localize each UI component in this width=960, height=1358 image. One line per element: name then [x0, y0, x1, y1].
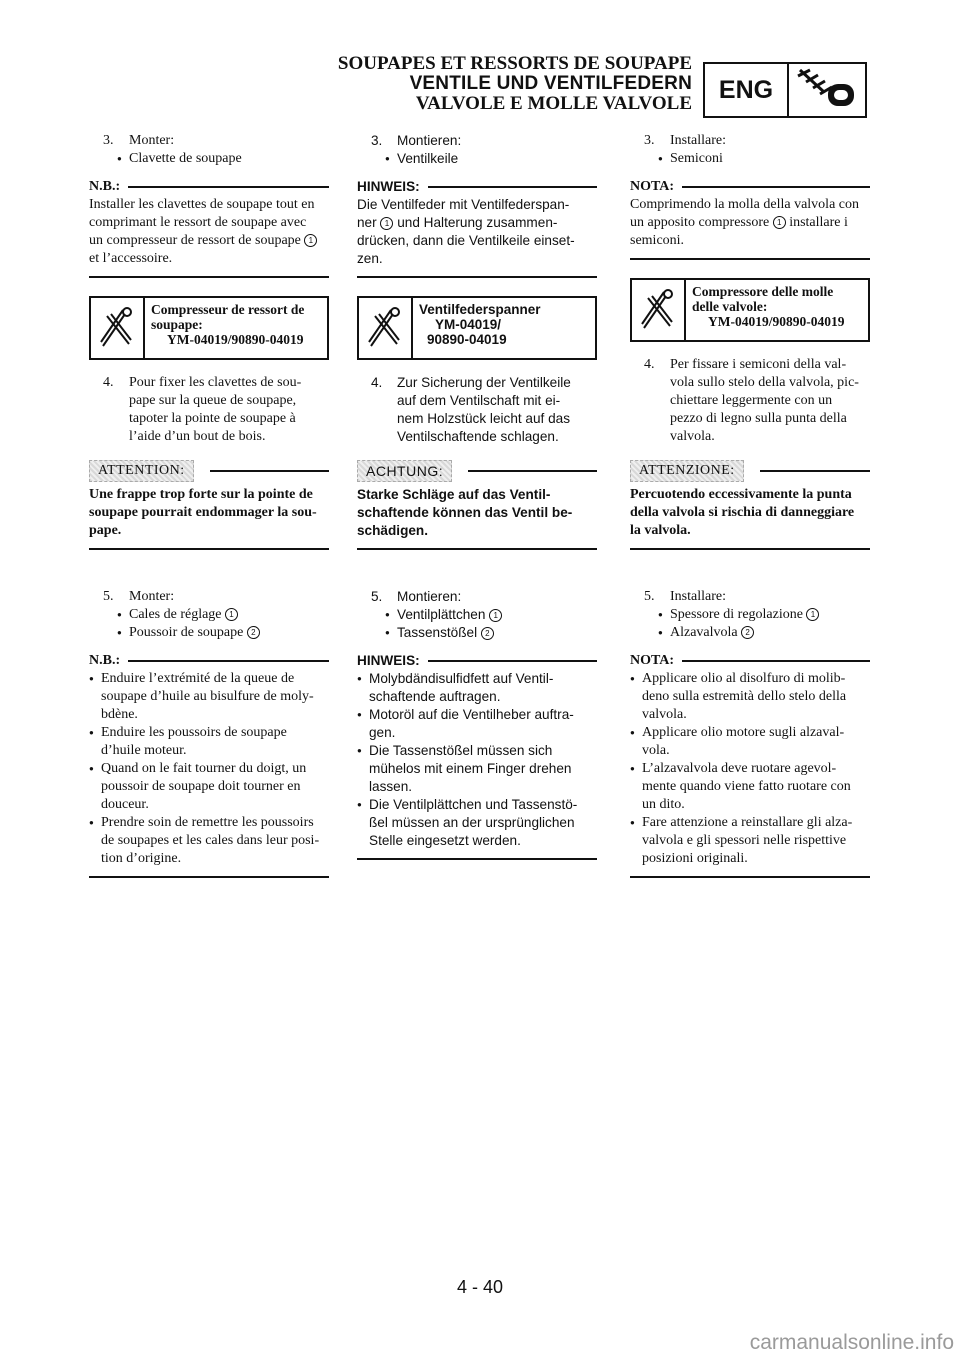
text: un compresseur de ressort de soupape [89, 233, 301, 248]
ref-number: 1 [304, 234, 317, 247]
divider [128, 186, 329, 188]
column-german [357, 132, 597, 550]
note-label: N.B.: [89, 179, 121, 194]
step-3 [357, 132, 597, 150]
list-item [89, 670, 329, 724]
list-item [89, 606, 329, 624]
text-line: soupape pourrait endommager la sou- [89, 505, 317, 520]
divider [682, 660, 870, 662]
note-header [89, 652, 329, 670]
divider [428, 186, 597, 188]
tool-part-number: YM-04019/90890-04019 [167, 332, 304, 347]
note-label: HINWEIS: [357, 653, 420, 668]
title-it: VALVOLE E MOLLE VALVOLE [415, 93, 692, 114]
list-item: ● Clavette de soupape [89, 150, 329, 168]
section-badge [703, 62, 867, 118]
caution-label: ACHTUNG: [357, 460, 452, 482]
divider [468, 470, 597, 472]
special-tool-box [89, 296, 329, 360]
text-line: bdène. [101, 707, 138, 722]
caution-header [89, 460, 329, 482]
title-de: VENTILE UND VENTILFEDERN [409, 73, 692, 94]
step-5 [89, 588, 329, 606]
text-line: schaftende können das Ventil be- [357, 505, 573, 520]
step-number: 4. [103, 375, 114, 390]
note-label: N.B.: [89, 653, 121, 668]
text-line: vola sullo stelo della valvola, pic- [670, 375, 859, 390]
text-line: schaftende auftragen. [369, 689, 501, 704]
text-line: ● Die Ventilplättchen und Tassenstö- [369, 797, 578, 812]
wrench-screwdriver-icon [91, 298, 145, 358]
note-header [89, 178, 329, 196]
text-line: Installer les clavettes de soupape tout en [89, 197, 315, 212]
step-3 [630, 132, 870, 150]
note-header [630, 652, 870, 670]
text-line: la valvola. [630, 523, 691, 538]
text-line: ● Applicare olio al disolfuro di molib- [642, 671, 846, 686]
text-line: gen. [369, 725, 396, 740]
list-item [357, 706, 597, 742]
special-tool-box [357, 296, 597, 360]
list-item [357, 624, 597, 642]
list-item [630, 814, 870, 868]
text: Alzavalvola [670, 625, 738, 640]
ref-number: 1 [773, 216, 786, 229]
step-4 [357, 374, 597, 446]
list-item: ● Ventilkeile [357, 150, 597, 168]
step-title: Installare: [670, 589, 726, 604]
tool-text [413, 298, 547, 358]
text-line: valvola. [670, 429, 715, 444]
text: Poussoir de soupape [129, 625, 244, 640]
text-line: ● Prendre soin de remettre les poussoirs [101, 815, 314, 830]
text-line: ● L’alzavalvola deve ruotare agevol- [642, 761, 837, 776]
step-4 [630, 356, 870, 446]
tool-name: soupape: [151, 317, 203, 332]
step-number: 5. [644, 589, 655, 604]
caution-body [357, 486, 597, 540]
text-line: tapoter la pointe de soupape à [129, 411, 296, 426]
divider [357, 276, 597, 278]
list-item: ● Semiconi [630, 150, 870, 168]
note-label: NOTA: [630, 179, 675, 194]
step-4 [89, 374, 329, 446]
ref-number: 1 [489, 609, 502, 622]
divider [128, 660, 329, 662]
text: installare i [789, 215, 848, 230]
text-line: Stelle eingesetzt werden. [369, 833, 521, 848]
text-line: soupape d’huile au bisulfure de moly- [101, 689, 314, 704]
divider [89, 876, 329, 878]
list-item [89, 760, 329, 814]
caution-body [89, 486, 329, 540]
text-line: comprimant le ressort de soupape avec [89, 215, 307, 230]
step-number: 5. [371, 589, 383, 604]
text-line: Percuotendo eccessivamente la punta [630, 487, 852, 502]
text: un apposito compressore [630, 215, 770, 230]
note-body [357, 196, 597, 268]
column-french [89, 132, 329, 550]
text-line: ßel müssen an der ursprünglichen [369, 815, 575, 830]
tool-name: Compressore delle molle [692, 284, 834, 299]
text-line: l’aide d’un bout de bois. [129, 429, 266, 444]
text-line: lassen. [369, 779, 413, 794]
page-number: 4 - 40 [456, 1277, 504, 1297]
step-number: 3. [371, 133, 383, 148]
text-line: Une frappe trop forte sur la pointe de [89, 487, 313, 502]
text: ner [357, 215, 377, 230]
step-line [630, 356, 870, 374]
divider [357, 548, 597, 550]
text-line: posizioni originali. [642, 851, 748, 866]
text-line: schädigen. [357, 523, 429, 538]
text-line: de soupapes et les cales dans leur posi- [101, 833, 320, 848]
text-line [357, 214, 597, 232]
step-number: 4. [371, 375, 383, 390]
tool-text [686, 280, 850, 340]
step-title: Installare: [670, 133, 726, 148]
step-number: 5. [103, 589, 114, 604]
text: und Halterung zusammen- [397, 215, 558, 230]
note-body [630, 196, 870, 250]
tool-part-number: YM-04019/ [435, 317, 502, 332]
text-line: ● Enduire l’extrémité de la queue de [101, 671, 295, 686]
ref-number: 2 [741, 626, 754, 639]
note-header [630, 178, 870, 196]
divider [357, 858, 597, 860]
step-5 [630, 588, 870, 606]
list-item [630, 670, 870, 724]
list-item [630, 606, 870, 624]
caution-header [357, 460, 597, 482]
wrench-screwdriver-icon [359, 298, 413, 358]
text-line: deno sulla estremità dello stelo della [642, 689, 847, 704]
text-line: vola. [642, 743, 670, 758]
list-item [89, 814, 329, 868]
step-number: 4. [644, 357, 655, 372]
step-line [357, 374, 597, 392]
list-item [630, 624, 870, 642]
text-line: tion d’origine. [101, 851, 182, 866]
text-line: valvola. [642, 707, 687, 722]
ref-number: 2 [481, 627, 494, 640]
tool-name: Compresseur de ressort de [151, 302, 305, 317]
step-title: Montieren: [397, 589, 462, 604]
step-number: 3. [103, 133, 114, 148]
text: Zur Sicherung der Ventilkeile [397, 375, 571, 390]
list-item [357, 670, 597, 706]
divider [760, 470, 870, 472]
text: Spessore di regolazione [670, 607, 803, 622]
divider [89, 548, 329, 550]
text-line: zen. [357, 251, 383, 266]
ref-number: 1 [806, 608, 819, 621]
tool-text [145, 298, 310, 358]
list-item [630, 760, 870, 814]
text-line: un dito. [642, 797, 685, 812]
column-german-lower [357, 588, 597, 860]
text-line: nem Holzstück leicht auf das [397, 411, 571, 426]
caution-header [630, 460, 870, 482]
text-line: Die Ventilfeder mit Ventilfederspan- [357, 197, 570, 212]
text-line: valvola e gli spessori nelle rispettive [642, 833, 847, 848]
step-title: Montieren: [397, 133, 462, 148]
text-line: ● Applicare olio motore sugli alzaval- [642, 725, 845, 740]
step-line [89, 374, 329, 392]
divider [630, 548, 870, 550]
list-item [89, 724, 329, 760]
tool-part-number: 90890-04019 [427, 332, 507, 347]
text-line: pape sur la queue de soupape, [129, 393, 297, 408]
text-line: ● Quand on le fait tourner du doigt, un [101, 761, 307, 776]
caution-label: ATTENTION: [89, 460, 194, 482]
step-title: Monter: [129, 133, 175, 148]
title-fr: SOUPAPES ET RESSORTS DE SOUPAPE [337, 53, 692, 74]
special-tool-box [630, 278, 870, 342]
text-line: auf dem Ventilschaft mit ei- [397, 393, 561, 408]
text-line: drücken, dann die Ventilkeile einset- [357, 233, 575, 248]
divider [89, 276, 329, 278]
text-line: ● Molybdändisulfidfett auf Ventil- [369, 671, 554, 686]
caution-body [630, 486, 870, 540]
step-3 [89, 132, 329, 150]
divider [428, 660, 597, 662]
note-label: HINWEIS: [357, 179, 420, 194]
text-line: mühelos mit einem Finger drehen [369, 761, 572, 776]
text-line: douceur. [101, 797, 149, 812]
step-number: 3. [644, 133, 655, 148]
divider [630, 876, 870, 878]
note-header [357, 178, 597, 196]
ref-number: 1 [225, 608, 238, 621]
text-line: et l’accessoire. [89, 251, 173, 266]
column-italian [630, 132, 870, 550]
tool-name: Ventilfederspanner [419, 302, 541, 317]
text: Per fissare i semiconi della val- [670, 357, 847, 372]
text: Cales de réglage [129, 607, 222, 622]
column-italian-lower [630, 588, 870, 878]
text-line: della valvola si rischia di danneggiare [630, 505, 855, 520]
ref-number: 2 [247, 626, 260, 639]
text-line: Starke Schläge auf das Ventil- [357, 487, 551, 502]
text-line: mente quando viene fatto ruotare con [642, 779, 851, 794]
text: Ventilplättchen [397, 607, 486, 622]
note-header [357, 652, 597, 670]
text-line: Comprimendo la molla della valvola con [630, 197, 859, 212]
engine-valve-icon [789, 64, 865, 116]
list-item [357, 796, 597, 850]
list-item [357, 606, 597, 624]
note-label: NOTA: [630, 653, 675, 668]
divider [630, 258, 870, 260]
text-line: pape. [89, 523, 122, 538]
step-5 [357, 588, 597, 606]
text-line [630, 214, 870, 232]
step-title: Monter: [129, 589, 175, 604]
header-titles [338, 54, 692, 114]
text-line: ● Enduire les poussoirs de soupape [101, 725, 287, 740]
text-line: semiconi. [630, 233, 685, 248]
list-item [630, 724, 870, 760]
text-line: pezzo di legno sulla punta della [670, 411, 847, 426]
text-line [89, 232, 329, 250]
text-line: ● Die Tassenstößel müssen sich [369, 743, 553, 758]
divider [210, 470, 329, 472]
tool-part-number: YM-04019/90890-04019 [708, 314, 845, 329]
divider [682, 186, 870, 188]
column-french-lower [89, 588, 329, 878]
text-line: d’huile moteur. [101, 743, 187, 758]
tool-name: delle valvole: [692, 299, 768, 314]
list-item [357, 742, 597, 796]
text-line: ● Fare attenzione a reinstallare gli alza- [642, 815, 853, 830]
text-line: Ventilschaftende schlagen. [397, 429, 559, 444]
text: Tassenstößel [397, 625, 478, 640]
ref-number: 1 [380, 217, 393, 230]
text-line: poussoir de soupape doit tourner en [101, 779, 301, 794]
list-item [89, 624, 329, 642]
text: Pour fixer les clavettes de sou- [129, 375, 302, 390]
note-body [89, 196, 329, 268]
caution-label: ATTENZIONE: [630, 460, 744, 482]
text-line: ● Motoröl auf die Ventilheber auftra- [369, 707, 574, 722]
wrench-screwdriver-icon [632, 280, 686, 340]
text-line: chiettare leggermente con un [670, 393, 833, 408]
section-label: ENG [705, 64, 789, 116]
watermark: carmanualsonline.info [749, 1331, 954, 1354]
